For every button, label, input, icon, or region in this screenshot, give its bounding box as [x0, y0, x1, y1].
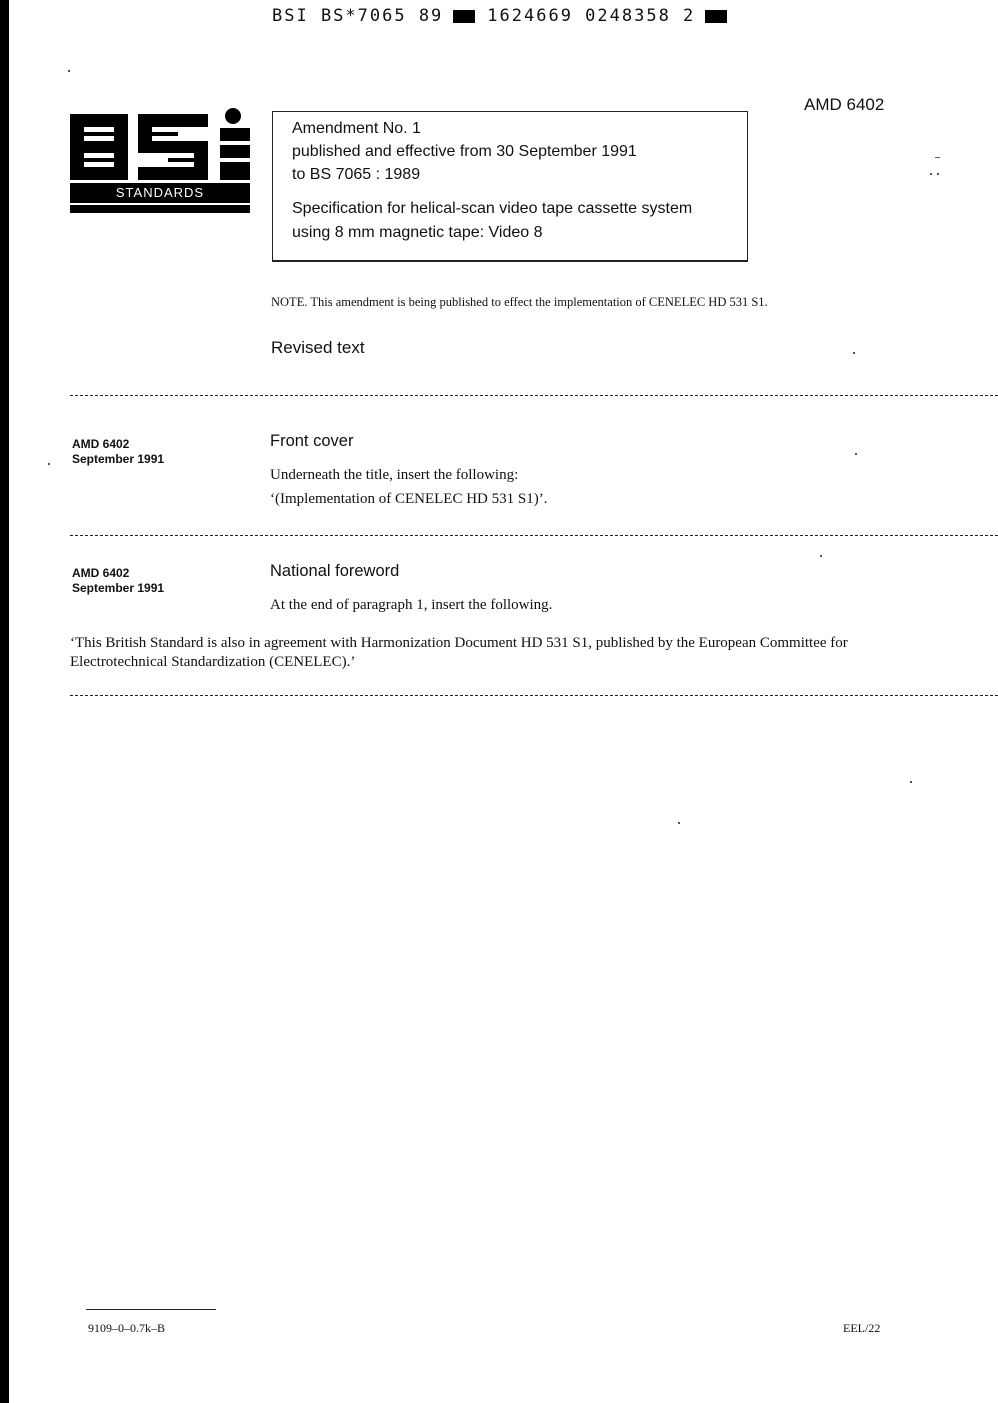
scan-speck: [820, 555, 822, 557]
scan-speck: [678, 822, 680, 824]
scan-speck: [68, 70, 70, 72]
section-amd-number: AMD 6402: [72, 566, 130, 580]
amendment-effective: published and effective from 30 September 1991: [292, 143, 637, 160]
revised-text-heading: Revised text: [271, 338, 365, 357]
divider: [70, 395, 998, 396]
note: NOTE. This amendment is being published to effect the implementation of CENELEC HD 531 S1.: [271, 295, 768, 309]
divider: [70, 695, 998, 696]
divider: [70, 535, 998, 536]
bsi-logo-letters: [70, 108, 250, 180]
scan-speck: [48, 463, 50, 465]
amd-number: AMD 6402: [804, 95, 885, 114]
scan-speck: [930, 173, 932, 175]
amendment-standard: to BS 7065 : 1989: [292, 166, 421, 183]
scan-speck: [855, 453, 857, 455]
bsi-logo-plate: STANDARDS: [70, 183, 250, 203]
header-code: [272, 6, 739, 26]
section-text: Underneath the title, insert the following:: [270, 467, 519, 483]
section-amd-number: AMD 6402: [72, 437, 130, 451]
footer-code: 9109–0–0.7k–B: [88, 1321, 166, 1335]
scan-edge-bar: [0, 0, 9, 1403]
section-heading: National foreword: [270, 562, 400, 580]
header-code-part1: BSI BS*7065 89: [272, 6, 444, 26]
section-text: At the end of paragraph 1, insert the following.: [270, 597, 553, 613]
amendment-box: [272, 111, 748, 262]
scan-speck: [853, 352, 855, 354]
scan-speck: [937, 173, 939, 175]
amendment-spec-line2: using 8 mm magnetic tape: Video 8: [292, 224, 543, 241]
amendment-title: Amendment No. 1: [292, 120, 421, 137]
amendment-spec-line1: Specification for helical-scan video tape cassette system: [292, 200, 693, 217]
scan-speck: [935, 157, 940, 158]
section-text: ‘(Implementation of CENELEC HD 531 S1)’.: [270, 491, 548, 507]
section-heading: Front cover: [270, 432, 354, 450]
footer-rule: [86, 1309, 216, 1310]
section-quoted-text: ‘This British Standard is also in agreement with Harmonization Document HD 531 S1, published by the European Committee for Electrotechnical Standardization (CENELEC).’: [70, 635, 848, 670]
header-code-part2: 1624669 0248358 2: [487, 6, 696, 26]
section-amd-date: September 1991: [72, 452, 165, 466]
bsi-logo-underbar: [70, 205, 250, 213]
section-amd-date: September 1991: [72, 581, 165, 595]
footer-committee: EEL/22: [843, 1321, 881, 1335]
scan-speck: [910, 781, 912, 783]
bsi-logo: [70, 108, 250, 218]
header-block-mark-2: [705, 10, 727, 23]
header-block-mark: [453, 10, 475, 23]
section-amd-label: [72, 566, 164, 596]
section-amd-label: [72, 437, 164, 467]
